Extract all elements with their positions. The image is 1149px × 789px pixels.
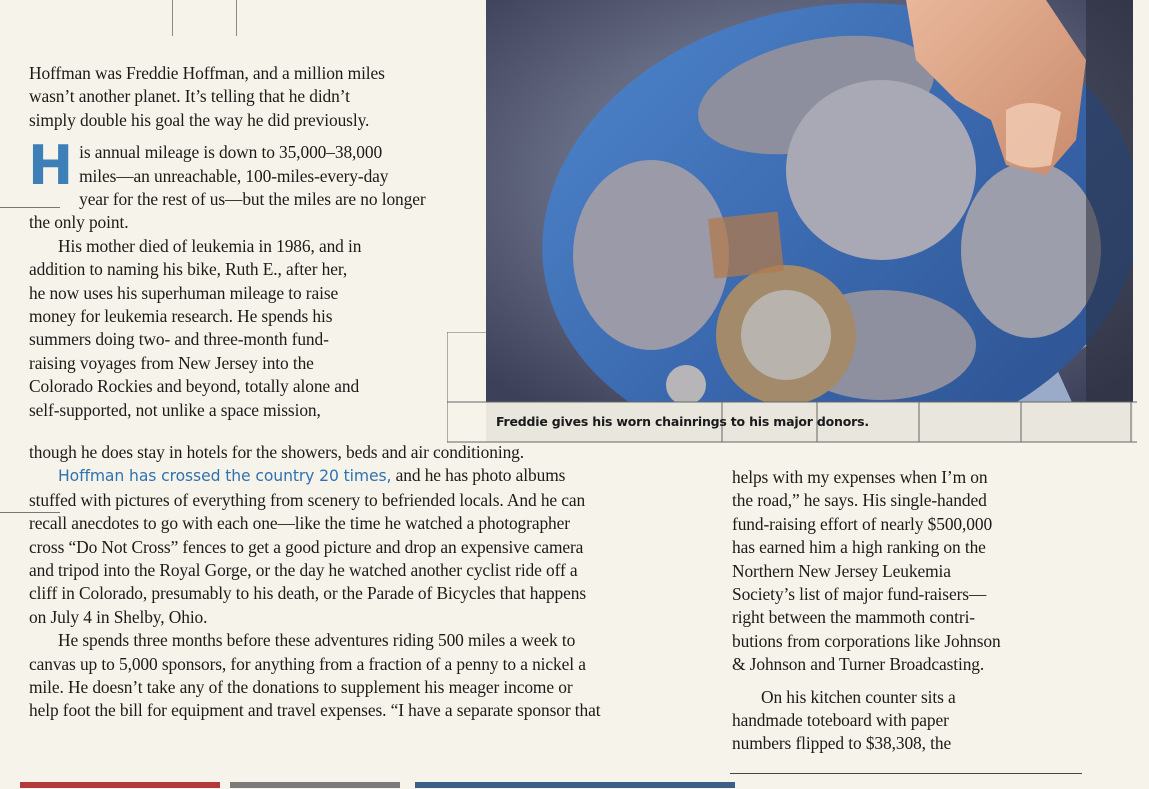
bottom-edge bbox=[0, 779, 1149, 789]
column-rule bbox=[172, 0, 173, 36]
left-column bbox=[29, 62, 479, 422]
text-line: self-supported, not unlike a space mission, bbox=[29, 399, 321, 420]
text-line: summers doing two- and three-month fund- bbox=[29, 329, 329, 350]
text-line: mile. He doesn’t take any of the donations to supplement his meager income or bbox=[29, 677, 573, 698]
text-line: he now uses his superhuman mileage to raise bbox=[29, 282, 339, 303]
text-line: has earned him a high ranking on the bbox=[732, 537, 986, 558]
text-line: cliff in Colorado, presumably to his death, or the Parade of Bicycles that happens bbox=[29, 583, 587, 604]
right-column bbox=[732, 466, 1072, 756]
text-line: fund-raising effort of nearly $500,000 bbox=[732, 513, 993, 534]
text-line: raising voyages from New Jersey into the bbox=[29, 352, 314, 373]
text-line: recall anecdotes to go with each one—like the time he watched a photographer bbox=[29, 513, 570, 534]
text-line: and he has photo albums bbox=[391, 465, 566, 486]
text-line: help foot the bill for equipment and travel expenses. “I have a separate sponsor that bbox=[29, 700, 601, 721]
paragraph-7 bbox=[732, 686, 1072, 756]
text-line: canvas up to 5,000 sponsors, for anything from a fraction of a penny to a nickel a bbox=[29, 653, 586, 674]
text-line: butions from corporations like Johnson bbox=[732, 630, 1001, 651]
chainring-cutout bbox=[961, 162, 1101, 338]
text-line: & Johnson and Turner Broadcasting. bbox=[732, 654, 985, 675]
text-line: helps with my expenses when I’m on bbox=[732, 467, 988, 487]
text-line: right between the mammoth contri- bbox=[732, 607, 975, 628]
text-line: year for the rest of us—but the miles are no longer bbox=[79, 189, 426, 210]
text-line: cross “Do Not Cross” fences to get a good picture and drop an expensive camera bbox=[29, 536, 584, 557]
text-line: simply double his goal the way he did previously. bbox=[29, 109, 370, 130]
text-line: on July 4 in Shelby, Ohio. bbox=[29, 606, 208, 627]
text-line: money for leukemia research. He spends his bbox=[29, 306, 333, 327]
text-line: the road,” he says. His single-handed bbox=[732, 490, 987, 511]
text-line: Northern New Jersey Leukemia bbox=[732, 560, 951, 581]
text-line: wasn’t another planet. It’s telling that he didn’t bbox=[29, 86, 350, 107]
text-line: Hoffman was Freddie Hoffman, and a million miles bbox=[29, 63, 385, 83]
text-line: miles—an unreachable, 100-miles-every-day bbox=[79, 165, 389, 186]
rust-patch bbox=[708, 212, 784, 279]
wide-text bbox=[29, 441, 709, 723]
text-line: Society’s list of major fund-raisers— bbox=[732, 584, 987, 605]
text-line: and tripod into the Royal Gorge, or the day he watched another cyclist ride off a bbox=[29, 560, 578, 581]
text-line: though he does stay in hotels for the showers, beds and air conditioning. bbox=[29, 442, 525, 462]
column-rule bbox=[236, 0, 237, 36]
text-line: handmade toteboard with paper bbox=[732, 710, 949, 731]
paragraph-6 bbox=[732, 466, 1072, 677]
paragraph-2 bbox=[28, 134, 479, 235]
chainring-cutout bbox=[573, 160, 729, 350]
text-line: On his kitchen counter sits a bbox=[761, 686, 956, 707]
paragraph-4 bbox=[29, 464, 709, 488]
text-line: Colorado Rockies and beyond, totally alone and bbox=[29, 376, 360, 397]
highlight-text: Hoffman has crossed the country 20 times, bbox=[58, 467, 392, 486]
text-line: the only point. bbox=[29, 212, 129, 233]
photo-caption: Freddie gives his worn chainrings to his major donors. bbox=[496, 414, 869, 429]
text-line: stuffed with pictures of everything from scenery to befriended locals. And he can bbox=[29, 489, 586, 510]
text-line: He spends three months before these adventures riding 500 miles a week to bbox=[58, 630, 576, 651]
footer-rule bbox=[730, 773, 1082, 774]
text-line: numbers flipped to $38,308, the bbox=[732, 733, 952, 754]
drop-cap: H bbox=[28, 134, 74, 198]
text-line: addition to naming his bike, Ruth E., after her, bbox=[29, 259, 348, 280]
text-line: His mother died of leukemia in 1986, and in bbox=[58, 235, 362, 256]
text-line: is annual mileage is down to 35,000–38,000 bbox=[79, 142, 383, 163]
paragraph-3 bbox=[29, 235, 479, 422]
paragraph-1 bbox=[29, 62, 479, 132]
chainring-cutout bbox=[786, 80, 976, 260]
